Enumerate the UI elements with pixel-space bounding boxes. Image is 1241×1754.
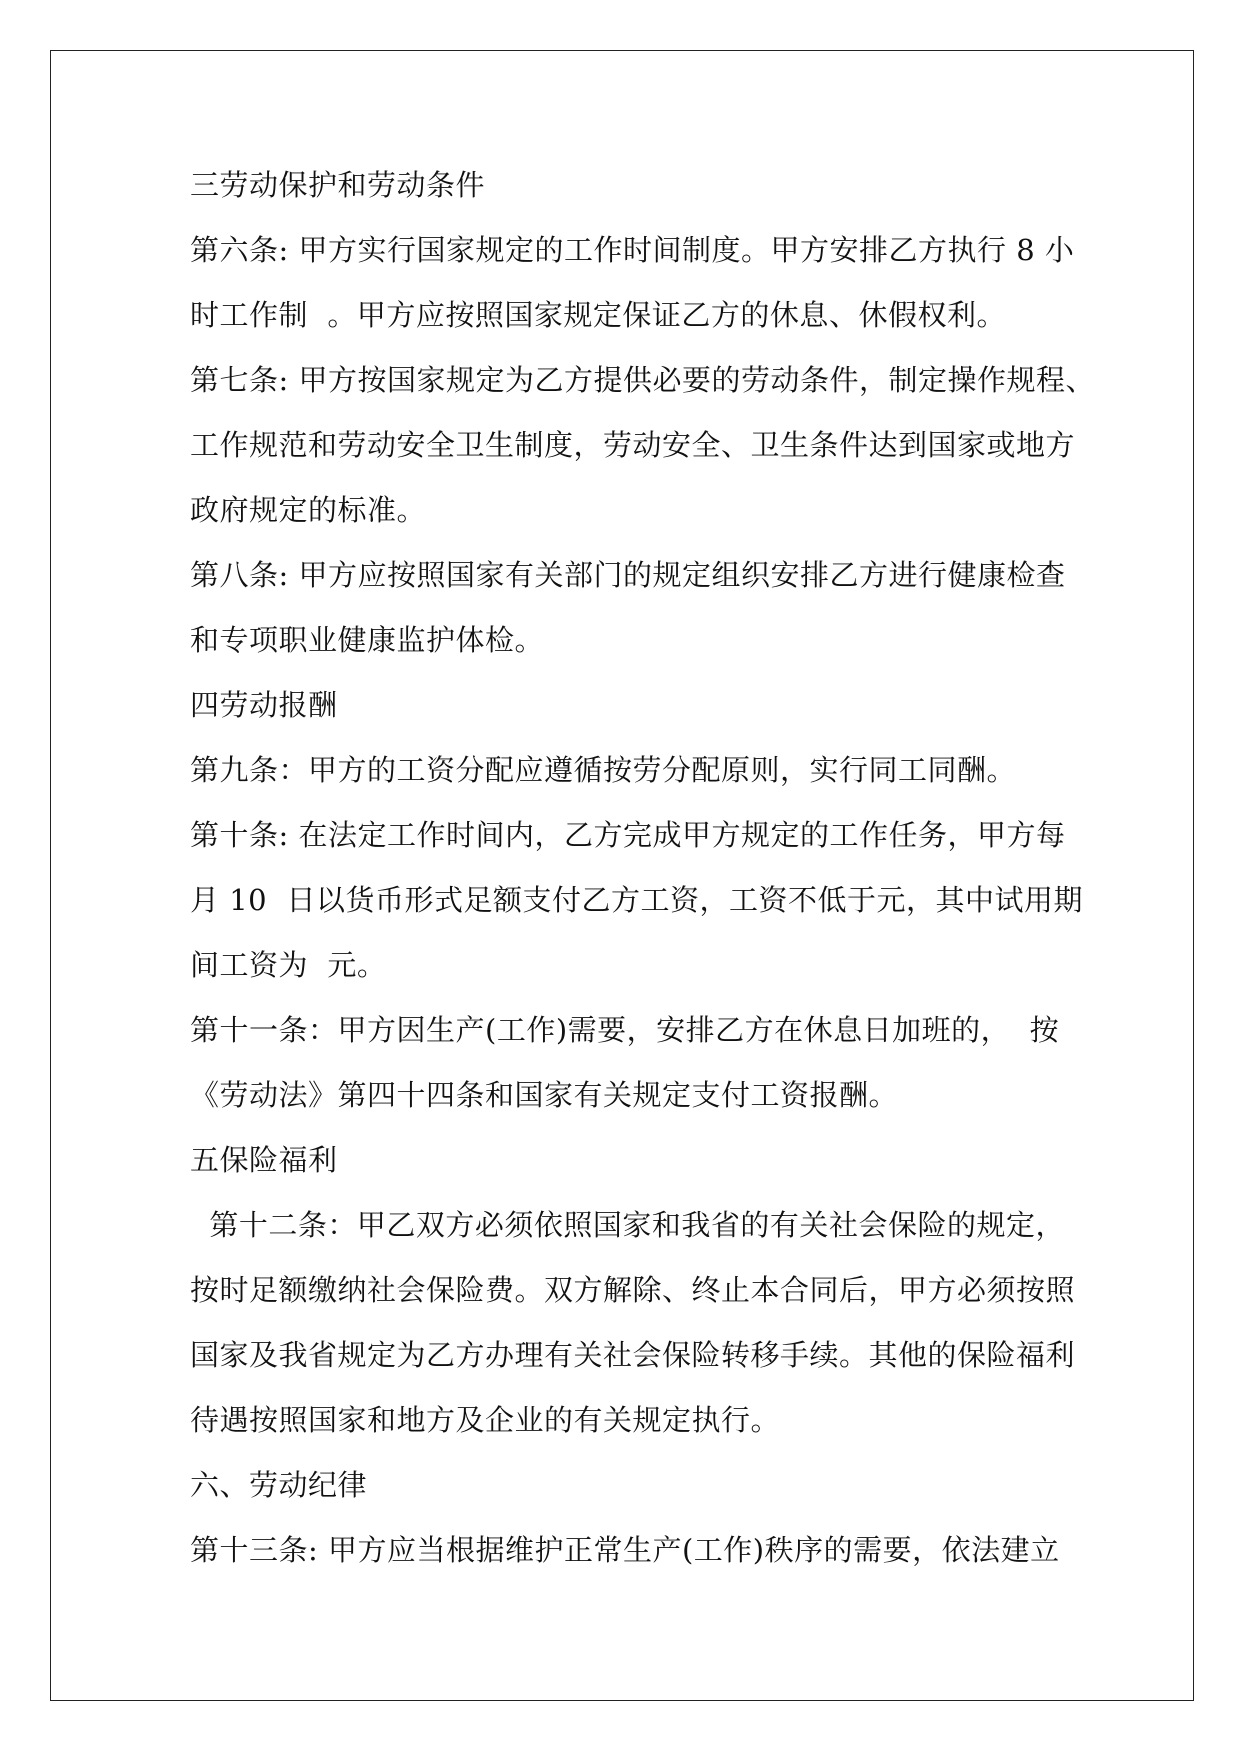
section-heading-labor-discipline: 六、劳动纪律 (190, 1468, 368, 1502)
section-heading-labor-remuneration: 四劳动报酬 (190, 688, 338, 722)
article-12-line-4: 待遇按照国家和地方及企业的有关规定执行。 (190, 1403, 781, 1437)
article-11-line-1: 第十一条：甲方因生产(工作)需要，安排乙方在休息日加班的， 按 (190, 1013, 1060, 1047)
article-12-line-2: 按时足额缴纳社会保险费。双方解除、终止本合同后，甲方必须按照 (190, 1273, 1076, 1307)
article-10-line-3: 间工资为 元。 (190, 948, 387, 982)
article-11-line-2: 《劳动法》第四十四条和国家有关规定支付工资报酬。 (190, 1078, 899, 1112)
article-7-line-3: 政府规定的标准。 (190, 493, 427, 527)
article-12-line-3: 国家及我省规定为乙方办理有关社会保险转移手续。其他的保险福利 (190, 1338, 1076, 1372)
article-13-line-1: 第十三条: 甲方应当根据维护正常生产(工作)秩序的需要，依法建立 (190, 1533, 1060, 1567)
article-7-line-1: 第七条: 甲方按国家规定为乙方提供必要的劳动条件，制定操作规程、 (190, 363, 1095, 397)
section-heading-labor-protection: 三劳动保护和劳动条件 (190, 168, 486, 202)
article-8-line-2: 和专项职业健康监护体检。 (190, 623, 545, 657)
article-6-line-2: 时工作制 。甲方应按照国家规定保证乙方的休息、休假权利。 (190, 298, 1006, 332)
document-body (190, 153, 1095, 1583)
article-8-line-1: 第八条: 甲方应按照国家有关部门的规定组织安排乙方进行健康检查 (190, 558, 1066, 592)
article-10-line-1: 第十条: 在法定工作时间内，乙方完成甲方规定的工作任务，甲方每 (190, 818, 1066, 852)
article-12-line-1: 第十二条：甲乙双方必须依照国家和我省的有关社会保险的规定， (190, 1208, 1065, 1242)
article-10-line-2: 月 10 日以货币形式足额支付乙方工资，工资不低于元，其中试用期 (190, 883, 1084, 917)
article-6-line-1: 第六条: 甲方实行国家规定的工作时间制度。甲方安排乙方执行 8 小 (190, 233, 1075, 267)
article-9-line-1: 第九条：甲方的工资分配应遵循按劳分配原则，实行同工同酬。 (190, 753, 1017, 787)
article-7-line-2: 工作规范和劳动安全卫生制度，劳动安全、卫生条件达到国家或地方 (190, 428, 1076, 462)
section-heading-insurance-welfare: 五保险福利 (190, 1143, 338, 1177)
